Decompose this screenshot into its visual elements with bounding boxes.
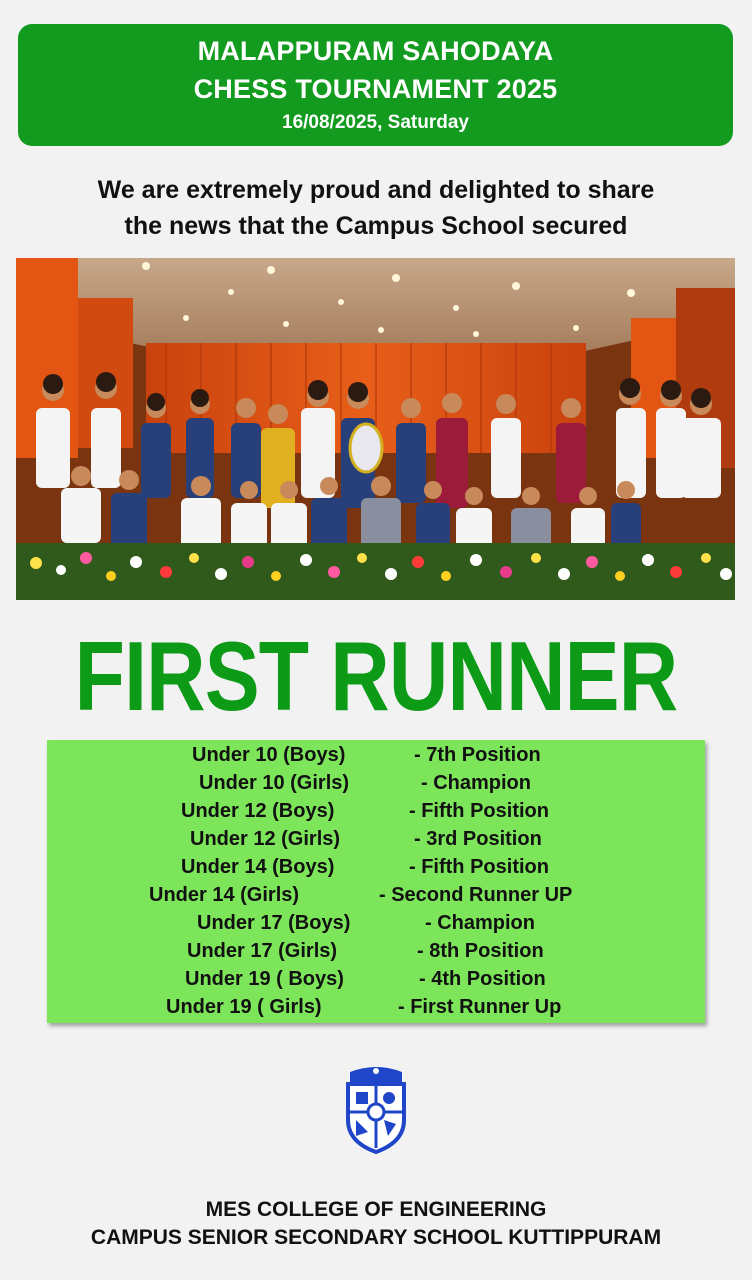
result-position: - Second Runner UP xyxy=(379,884,573,906)
result-category: Under 17 (Girls) xyxy=(187,940,338,962)
result-position: - Champion xyxy=(421,772,531,794)
result-position: - Champion xyxy=(425,912,535,934)
result-category: Under 10 (Boys) xyxy=(192,744,346,766)
result-position: - First Runner Up xyxy=(398,996,562,1018)
result-category: Under 19 ( Boys) xyxy=(185,968,344,990)
result-position: - 3rd Position xyxy=(414,828,542,850)
results-panel xyxy=(47,740,705,1023)
group-photo-illustration xyxy=(16,258,735,600)
intro-line2: the news that the Campus School secured xyxy=(124,212,628,240)
result-category: Under 19 ( Girls) xyxy=(166,996,322,1018)
result-position: - 7th Position xyxy=(414,744,541,766)
result-category: Under 12 (Girls) xyxy=(190,828,341,850)
result-position: - Fifth Position xyxy=(409,800,549,822)
crest-emblem-icon xyxy=(344,1062,408,1154)
footer-line2: CAMPUS SENIOR SECONDARY SCHOOL KUTTIPPURAM xyxy=(90,1226,662,1249)
headline-text: FIRST RUNNER xyxy=(74,621,678,731)
result-position: - 8th Position xyxy=(417,940,544,962)
result-category: Under 14 (Girls) xyxy=(149,884,300,906)
result-category: Under 12 (Boys) xyxy=(181,800,335,822)
footer-line1: MES COLLEGE OF ENGINEERING xyxy=(205,1198,547,1221)
result-position: - Fifth Position xyxy=(409,856,549,878)
school-footer xyxy=(0,1196,752,1252)
result-category: Under 10 (Girls) xyxy=(199,772,350,794)
title-banner xyxy=(18,24,733,146)
result-category: Under 17 (Boys) xyxy=(197,912,351,934)
banner-title-line1: MALAPPURAM SAHODAYA xyxy=(197,36,554,66)
intro-text xyxy=(0,172,752,244)
group-photo xyxy=(16,258,735,600)
result-position: - 4th Position xyxy=(419,968,546,990)
banner-title-line2: CHESS TOURNAMENT 2025 xyxy=(193,74,558,104)
result-category: Under 14 (Boys) xyxy=(181,856,335,878)
intro-line1: We are extremely proud and delighted to share xyxy=(97,176,655,204)
banner-date: 16/08/2025, Saturday xyxy=(282,112,469,133)
school-crest-icon xyxy=(344,1062,408,1154)
